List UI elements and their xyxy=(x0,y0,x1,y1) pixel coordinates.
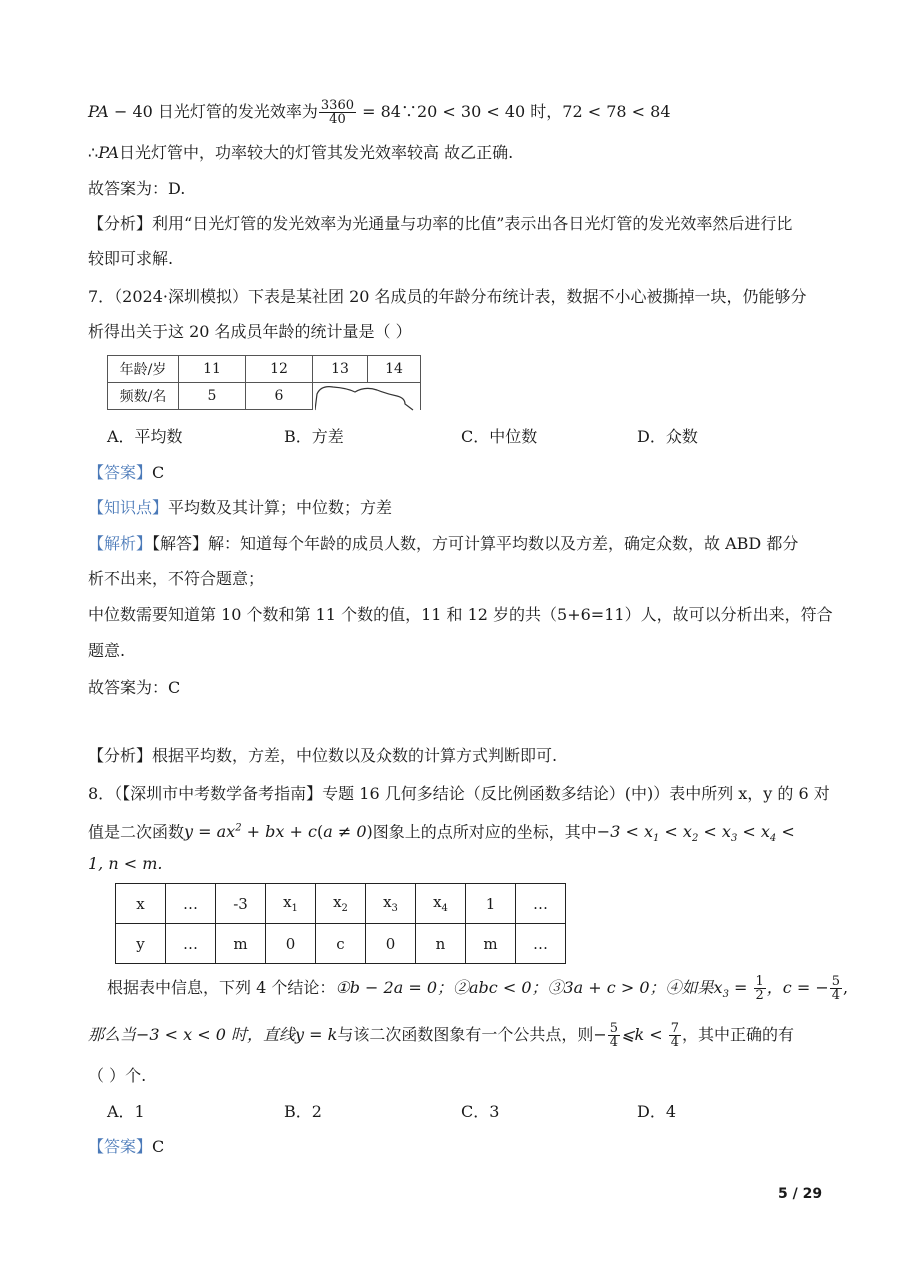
q8-option-d[interactable]: D．4 xyxy=(637,1102,677,1121)
table-cell: m xyxy=(216,924,266,964)
q8-text: 根据表中信息，下列 4 个结论： xyxy=(107,978,336,997)
q7-option-d[interactable]: D．众数 xyxy=(637,427,698,446)
q7-answer-line xyxy=(88,462,164,484)
q8-text: 那么当−3 < x < 0 时，直线 xyxy=(88,1025,296,1044)
table-cell: 1 xyxy=(466,884,516,924)
table-cell: 6 xyxy=(246,383,313,410)
table-cell: c xyxy=(316,924,366,964)
table-cell: 频数/名 xyxy=(108,383,179,410)
x3-symbol: $x_3$ = xyxy=(713,978,753,1001)
fraction-1-2: $\frac{1}{2}$ xyxy=(755,974,764,1003)
table-cell: … xyxy=(516,924,566,964)
q8-stem-line-end: （ ）个. xyxy=(88,1066,147,1085)
q7-stem-line-1: 7．（2024·深圳模拟）下表是某社团 20 名成员的年龄分布统计表，数据不小心被撕掉一块，仍能够分 xyxy=(88,287,807,306)
conclusions-math: ①b − 2a = 0；②abc < 0；③3a + c > 0；④如果 xyxy=(335,978,714,997)
table-cell: … xyxy=(516,884,566,924)
jiexi-tag: 【解析】 xyxy=(88,534,153,553)
fraction-5-4: $\frac{5}{4}$ xyxy=(831,974,841,1003)
math-equals: = 84 xyxy=(357,102,401,121)
q7-final-answer: 故答案为：C xyxy=(88,678,181,697)
k-range: ⩽k < xyxy=(621,1025,668,1044)
q8-conclusions-line-1: 根据表中信息，下列 4 个结论：①b − 2a = 0；②abc < 0；③3a + c > 0；④如果$x_3$ = $\frac{1}{2}$ ，c = − $\frac{5}{4}$ , xyxy=(107,974,849,1003)
table-cell: 5 xyxy=(179,383,246,410)
table-cell: n xyxy=(416,924,466,964)
therefore-symbol: ∴ xyxy=(88,143,99,162)
fraction-5-4: $\frac{5}{4}$ xyxy=(609,1021,619,1050)
q7-solution-line-4: 题意. xyxy=(88,641,126,660)
analysis-tag: 【分析】 xyxy=(88,214,153,233)
quadratic-function: $y = ax^2$ + bx + c(a ≠ 0) xyxy=(184,822,373,842)
knowledge-tag: 【知识点】 xyxy=(88,498,169,517)
table-cell: 14 xyxy=(368,356,421,383)
q8-text: 值是二次函数 xyxy=(88,822,185,842)
analysis-line xyxy=(88,213,792,235)
table-cell: … xyxy=(166,924,216,964)
text-when: 时， xyxy=(525,102,563,121)
fraction-numerator: 3360 xyxy=(320,98,354,113)
math-pa: PA xyxy=(98,143,120,162)
table-cell: 13 xyxy=(313,356,368,383)
table-cell: 11 xyxy=(179,356,246,383)
answer-line: 故答案为：D. xyxy=(88,179,186,198)
table-cell: $x_2$ xyxy=(316,884,366,924)
solution-line-conclusion xyxy=(88,142,513,164)
solution-text: 【解答】解：知道每个年龄的成员人数，方可计算平均数以及方差，确定众数，故 ABD 都分 xyxy=(152,534,799,553)
fraction-3360-40 xyxy=(319,99,356,126)
table-cell: 0 xyxy=(266,924,316,964)
text-efficiency: 日光灯管的发光效率为 xyxy=(157,102,318,121)
table-row xyxy=(116,884,566,924)
answer-value: C xyxy=(152,1137,165,1156)
q7-option-a[interactable]: A．平均数 xyxy=(107,427,183,446)
math-pa: PA xyxy=(88,102,109,121)
page-number: 5 / 29 xyxy=(778,1186,823,1202)
q7-analysis: 【分析】根据平均数，方差，中位数以及众数的计算方式判断即可. xyxy=(88,746,558,765)
q8-text: ，其中正确的有 xyxy=(682,1025,795,1044)
c-value-text: ，c = − xyxy=(766,978,829,997)
q8-answer-line xyxy=(88,1136,164,1158)
q8-option-b[interactable]: B．2 xyxy=(284,1102,322,1121)
math-comparison-1: 20 < 30 < 40 xyxy=(416,102,526,121)
q7-stem-line-2: 析得出关于这 20 名成员年龄的统计量是（ ） xyxy=(88,322,412,341)
inequality-chain: $-3 < x_1 < x_2 < x_3 < x_4$ < xyxy=(596,822,795,845)
table-cell: y xyxy=(116,924,166,964)
fraction-denominator: 40 xyxy=(329,112,346,127)
table-cell: -3 xyxy=(216,884,266,924)
table-cell: $x_3$ xyxy=(366,884,416,924)
q7-option-b[interactable]: B．方差 xyxy=(284,427,344,446)
table-cell: 0 xyxy=(366,924,416,964)
table-cell: 12 xyxy=(246,356,313,383)
table-row xyxy=(116,924,566,964)
q7-solution-line-2: 析不出来，不符合题意； xyxy=(88,569,265,588)
q8-stem-line-2 xyxy=(88,818,795,851)
table-cell: m xyxy=(466,924,516,964)
table-cell: … xyxy=(166,884,216,924)
q8-stem-line-1: 8．（【深圳市中考数学备考指南】专题 16 几何多结论（反比例函数多结论）(中)）表中所列 x，y 的 6 对 xyxy=(88,784,830,803)
math-comparison-2: 72 < 78 < 84 xyxy=(562,102,671,121)
table-row xyxy=(108,356,421,383)
conclusion-text: 日光灯管中，功率较大的灯管其发光效率较高 故乙正确. xyxy=(119,143,514,162)
table-cell: $x_4$ xyxy=(416,884,466,924)
q8-text: 与该二次函数图象有一个公共点，则− xyxy=(337,1025,607,1044)
answer-tag: 【答案】 xyxy=(88,463,153,482)
q7-option-c[interactable]: C．中位数 xyxy=(461,427,538,446)
q7-solution-line-3: 中位数需要知道第 10 个数和第 11 个数的值，11 和 12 岁的共（5+6=11）人，故可以分析出来，符合 xyxy=(88,605,833,624)
table-cell: $x_1$ xyxy=(266,884,316,924)
q8-option-a[interactable]: A．1 xyxy=(107,1102,145,1121)
answer-value: C xyxy=(152,463,165,482)
table-cell: 年龄/岁 xyxy=(108,356,179,383)
knowledge-text: 平均数及其计算；中位数；方差 xyxy=(168,498,393,517)
because-symbol: ∵ xyxy=(400,102,417,121)
q8-text: 图象上的点所对应的坐标，其中 xyxy=(372,822,597,842)
analysis-text: 利用“日光灯管的发光效率为光通量与功率的比值”表示出各日光灯管的发光效率然后进行比 xyxy=(152,214,793,233)
math-minus: − 40 xyxy=(108,102,158,121)
torn-paper-edge xyxy=(315,382,415,412)
q8-option-c[interactable]: C．3 xyxy=(461,1102,500,1121)
q8-stem-line-3: 1, n < m. xyxy=(88,854,163,873)
line-y-eq-k: y = k xyxy=(295,1025,338,1044)
fraction-7-4: $\frac{7}{4}$ xyxy=(670,1021,680,1050)
analysis-line-2: 较即可求解. xyxy=(88,249,174,268)
answer-tag: 【答案】 xyxy=(88,1137,153,1156)
q7-knowledge-line xyxy=(88,497,392,519)
xy-values-table xyxy=(115,883,566,964)
q8-conclusions-line-2 xyxy=(88,1022,794,1049)
q7-solution-line-1 xyxy=(88,533,798,555)
table-cell: x xyxy=(116,884,166,924)
solution-line-efficiency xyxy=(88,99,671,126)
